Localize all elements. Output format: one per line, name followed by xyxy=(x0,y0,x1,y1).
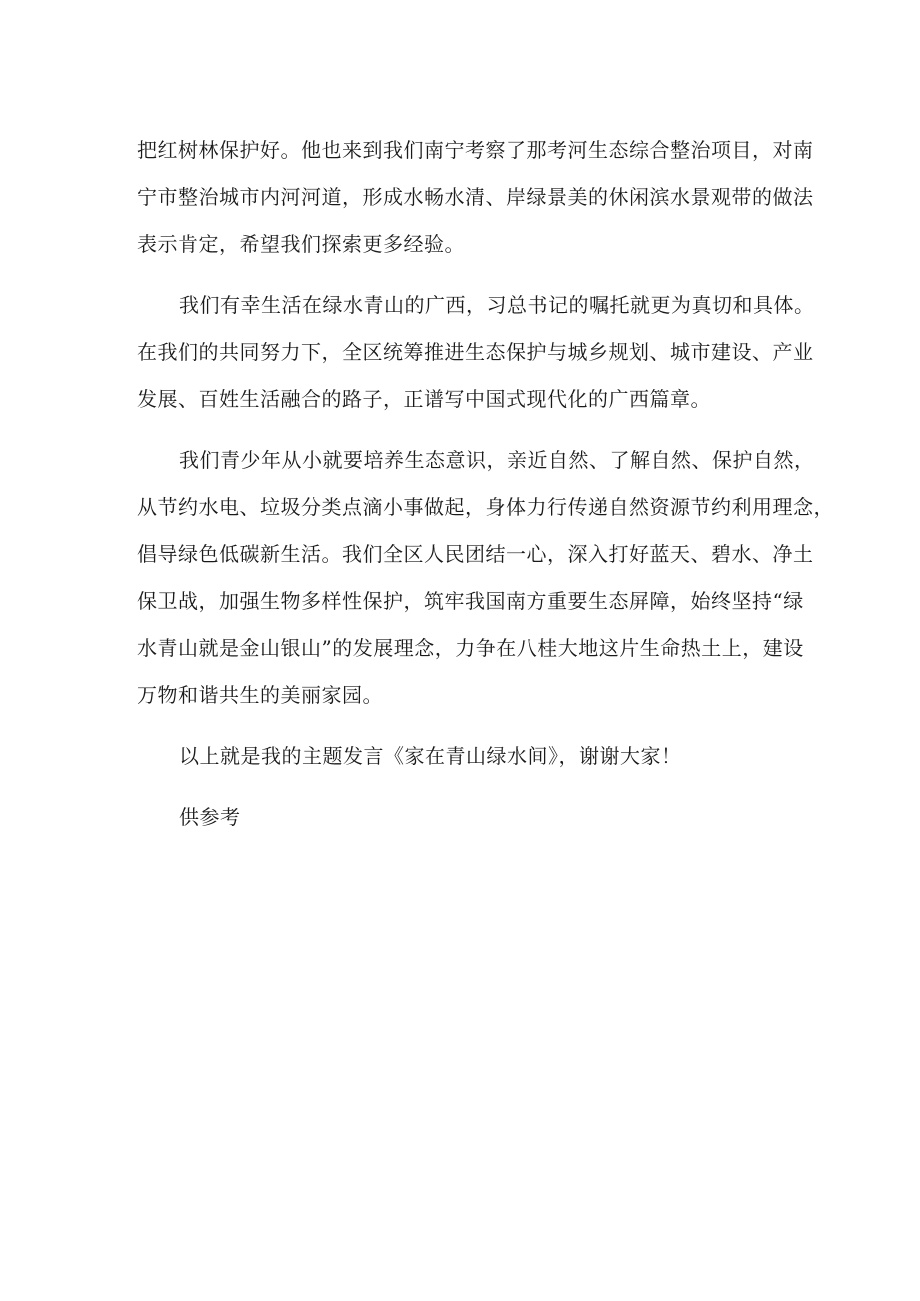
paragraph-line: 我们有幸生活在绿水青山的广西，习总书记的嘱托就更为真切和具体。 xyxy=(179,293,815,317)
paragraph-3 xyxy=(137,437,834,719)
paragraph-line: 宁市整治城市内河河道，形成水畅水清、岸绿景美的休闲滨水景观带的做法 xyxy=(137,185,814,209)
paragraph-line: 倡导绿色低碳新生活。我们全区人民团结一心，深入打好蓝天、碧水、净土 xyxy=(137,542,814,566)
paragraph-spacer xyxy=(137,268,803,282)
paragraph-spacer xyxy=(137,719,803,733)
closing-line: 以上就是我的主题发言《家在青山绿水间》，谢谢大家！ xyxy=(179,744,682,768)
paragraph-line: 表示肯定，希望我们探索更多经验。 xyxy=(137,232,465,256)
paragraph-line: 保卫战，加强生物多样性保护，筑牢我国南方重要生态屏障，始终坚持“绿 xyxy=(137,589,804,613)
paragraph-5 xyxy=(137,794,803,841)
paragraph-spacer xyxy=(137,780,803,794)
paragraph-line: 把红树林保护好。他也来到我们南宁考察了那考河生态综合整治项目，对南 xyxy=(137,138,814,162)
paragraph-line: 我们青少年从小就要培养生态意识，亲近自然、了解自然、保护自然， xyxy=(179,448,815,472)
reference-note: 供参考 xyxy=(179,805,241,829)
paragraph-4 xyxy=(137,733,803,780)
paragraph-line: 水青山就是金山银山”的发展理念，力争在八桂大地这片生命热土上，建设 xyxy=(137,636,804,660)
paragraph-line: 从节约水电、垃圾分类点滴小事做起，身体力行传递自然资源节约利用理念， xyxy=(137,495,834,519)
paragraph-line: 在我们的共同努力下，全区统筹推进生态保护与城乡规划、城市建设、产业 xyxy=(137,340,814,364)
paragraph-1 xyxy=(137,127,814,268)
paragraph-line: 万物和谐共生的美丽家园。 xyxy=(137,683,383,707)
paragraph-line: 发展、百姓生活融合的路子，正谱写中国式现代化的广西篇章。 xyxy=(137,387,711,411)
paragraph-2 xyxy=(137,282,815,423)
document-body xyxy=(137,127,834,841)
paragraph-spacer xyxy=(137,423,803,437)
